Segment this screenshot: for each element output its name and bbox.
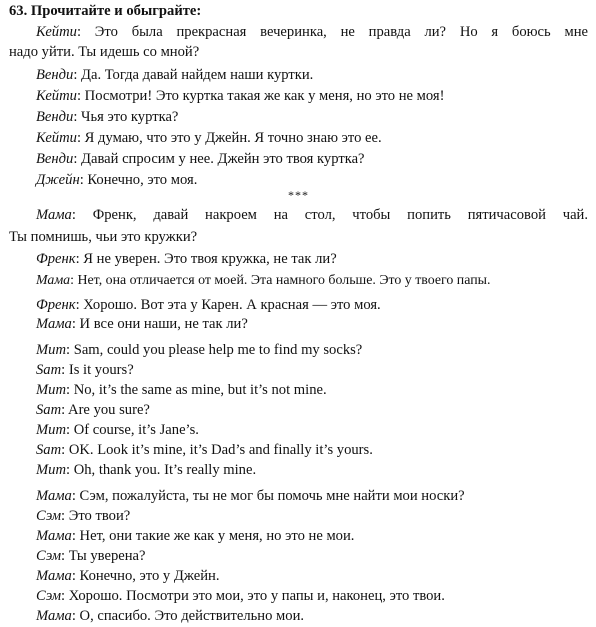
line-text: : Чья это куртка? xyxy=(73,109,179,125)
dialogue-line xyxy=(36,441,373,459)
dialogue-line xyxy=(36,527,354,545)
speaker-name: Мама xyxy=(36,568,72,584)
line-text: : Конечно, это моя. xyxy=(79,172,198,188)
speaker-name: Венди xyxy=(36,109,74,125)
line-text: : No, it’s the same as mine, but it’s not mine. xyxy=(66,382,327,398)
speaker-name: Sam xyxy=(36,442,62,458)
speaker-name: Mum xyxy=(36,382,66,398)
line-text: : И все они наши, не так ли? xyxy=(71,316,248,332)
line-text: : Посмотри! Это куртка такая же как у меня, но это не моя! xyxy=(76,88,445,104)
speaker-name: Кейти xyxy=(36,88,77,104)
dialogue-line xyxy=(36,487,465,505)
line-text: : Я думаю, что это у Джейн. Я точно знаю это ее. xyxy=(76,130,382,146)
dialogue-line xyxy=(36,507,130,525)
speaker-name: Венди xyxy=(36,151,74,167)
speaker-name: Sam xyxy=(36,362,62,378)
line-text: : Давай спросим у нее. Джейн это твоя куртка? xyxy=(73,151,365,167)
dialogue-line xyxy=(36,421,199,439)
speaker-name: Sam xyxy=(36,402,62,418)
dialogue-line xyxy=(36,547,146,565)
speaker-name: Кейти xyxy=(36,130,77,146)
speaker-name: Френк xyxy=(36,297,76,313)
dialogue-line xyxy=(36,567,219,585)
line-text: : Of course, it’s Jane’s. xyxy=(66,422,199,438)
speaker-name: Мама xyxy=(36,273,71,288)
line-text: : Ты уверена? xyxy=(61,548,146,564)
speaker-name: Мама xyxy=(36,608,72,624)
speaker-name: Мама xyxy=(36,528,72,544)
line-text: : Oh, thank you. It’s really mine. xyxy=(66,462,257,478)
dialogue-line xyxy=(36,171,197,189)
line-text: : Хорошо. Вот эта у Карен. А красная — это моя. xyxy=(75,297,381,313)
dialogue-line xyxy=(36,150,365,168)
line-text: : Is it yours? xyxy=(61,362,134,378)
dialogue-line xyxy=(36,108,178,126)
dialogue-line-continuation: Ты помнишь, чьи это кружки? xyxy=(9,229,198,245)
line-text: : Конечно, это у Джейн. xyxy=(71,568,220,584)
speaker-name: Френк xyxy=(36,251,76,267)
dialogue-line xyxy=(36,315,248,333)
dialogue-line xyxy=(36,24,588,41)
speaker-name: Mum xyxy=(36,462,66,478)
line-text: : Sam, could you please help me to find my socks? xyxy=(66,342,363,358)
exercise-title: 63. Прочитайте и обыграйте: xyxy=(9,3,202,19)
dialogue-line xyxy=(36,607,304,625)
dialogue-line xyxy=(36,401,150,419)
speaker-name: Мама xyxy=(36,316,72,332)
line-text: : Хорошо. Посмотри это мои, это у папы и, наконец, это твои. xyxy=(61,588,445,604)
dialogue-line xyxy=(36,250,337,268)
line-text: : Это была прекрасная вечеринка, не правда ли? Но я боюсь мне xyxy=(76,24,588,40)
section-separator: *** xyxy=(288,188,309,202)
speaker-name: Сэм xyxy=(36,548,62,564)
line-text: : Френк, давай накроем на стол, чтобы попить пятичасовой чай. xyxy=(71,207,588,223)
speaker-name: Мама xyxy=(36,488,72,504)
speaker-name: Mum xyxy=(36,422,66,438)
dialogue-line xyxy=(36,129,382,147)
dialogue-line xyxy=(36,381,327,399)
dialogue-line xyxy=(36,296,381,314)
line-text: : Да. Тогда давай найдем наши куртки. xyxy=(73,67,314,83)
line-text: : Are you sure? xyxy=(61,402,150,418)
line-text: : Это твои? xyxy=(61,508,131,524)
dialogue-line-continuation: надо уйти. Ты идешь со мной? xyxy=(9,44,200,60)
speaker-name: Сэм xyxy=(36,588,62,604)
line-text: : О, спасибо. Это действительно мои. xyxy=(71,608,305,624)
dialogue-line xyxy=(36,87,445,105)
dialogue-line xyxy=(36,66,313,84)
line-text: : Я не уверен. Это твоя кружка, не так ли? xyxy=(75,251,337,267)
speaker-name: Венди xyxy=(36,67,74,83)
speaker-name: Джейн xyxy=(36,172,80,188)
speaker-name: Мама xyxy=(36,207,72,223)
dialogue-line xyxy=(36,207,588,224)
speaker-name: Сэм xyxy=(36,508,62,524)
line-text: : Сэм, пожалуйста, ты не мог бы помочь мне найти мои носки? xyxy=(71,488,465,504)
dialogue-line xyxy=(36,587,445,605)
dialogue-line xyxy=(36,361,134,379)
dialogue-line xyxy=(36,341,362,359)
line-text: : Нет, они такие же как у меня, но это не мои. xyxy=(71,528,355,544)
line-text: : Нет, она отличается от моей. Эта намного больше. Это у твоего папы. xyxy=(70,273,491,288)
dialogue-line xyxy=(36,461,256,479)
line-text: : OK. Look it’s mine, it’s Dad’s and finally it’s yours. xyxy=(61,442,373,458)
speaker-name: Mum xyxy=(36,342,66,358)
speaker-name: Кейти xyxy=(36,24,77,40)
dialogue-line xyxy=(36,272,490,290)
